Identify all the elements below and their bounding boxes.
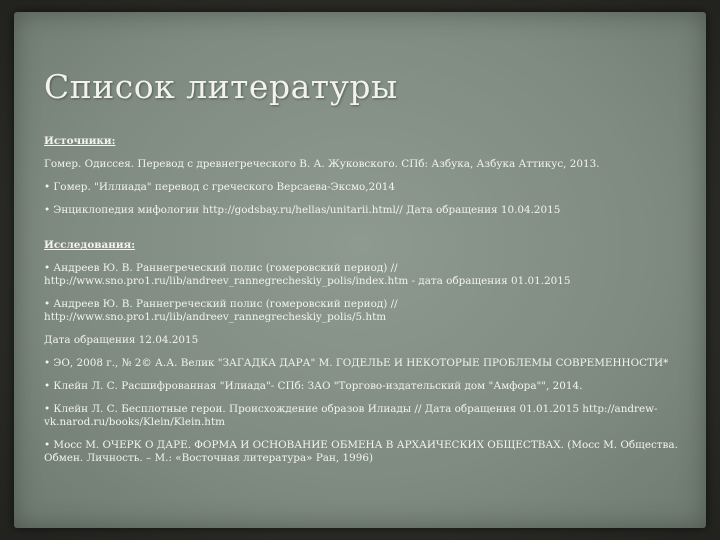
section-gap: [44, 227, 684, 239]
slide-title: Список литературы: [44, 67, 398, 106]
research-item: • Андреев Ю. В. Раннегреческий полис (гомеровский период) // http://www.sno.pro1.ru/lib/andreev_rannegrecheskiy_polis/index.htm - дата обращения 01.01.2015: [44, 262, 571, 287]
source-item: • Гомер. "Иллиада" перевод с греческого Версаева-Эксмо,2014: [44, 181, 396, 193]
research-item: • ЭО, 2008 г., № 2© А.А. Велик "ЗАГАДКА ДАРА" М. ГОДЕЛЬЕ И НЕКОТОРЫЕ ПРОБЛЕМЫ СОВРЕМЕННОСТИ*: [44, 357, 669, 369]
research-heading: Исследования:: [44, 239, 136, 251]
research-item: • Клейн Л. С. Бесплотные герои. Происхождение образов Илиады // Дата обращения 01.01.2015 http://andrew-vk.narod.ru/books/Klein/Klein.htm: [44, 403, 658, 428]
research-item: • Клейн Л. С. Расшифрованная "Илиада"- СПб: ЗАО "Торгово-издательский дом "Амфора"", 2014.: [44, 380, 583, 392]
sources-heading: Источники:: [44, 135, 116, 147]
research-item: Дата обращения 12.04.2015: [44, 334, 199, 346]
slide: [14, 12, 706, 528]
research-item: • Мосс М. ОЧЕРК О ДАРЕ. ФОРМА И ОСНОВАНИЕ ОБМЕНА В АРХАИЧЕСКИХ ОБЩЕСТВАХ. (Мосс М. Общества. Обмен. Личность. – М.: «Восточная литература» Ран, 1996): [44, 439, 678, 464]
source-item: • Энциклопедия мифологии http://godsbay.ru/hellas/unitarii.html// Дата обращения 10.04.2015: [44, 204, 561, 216]
bibliography: [44, 135, 684, 475]
source-item: Гомер. Одиссея. Перевод с древнегреческого В. А. Жуковского. СПб: Азбука, Азбука Аттикус, 2013.: [44, 158, 600, 170]
research-item: • Андреев Ю. В. Раннегреческий полис (гомеровский период) // http://www.sno.pro1.ru/lib/andreev_rannegrecheskiy_polis/5.htm: [44, 298, 398, 323]
